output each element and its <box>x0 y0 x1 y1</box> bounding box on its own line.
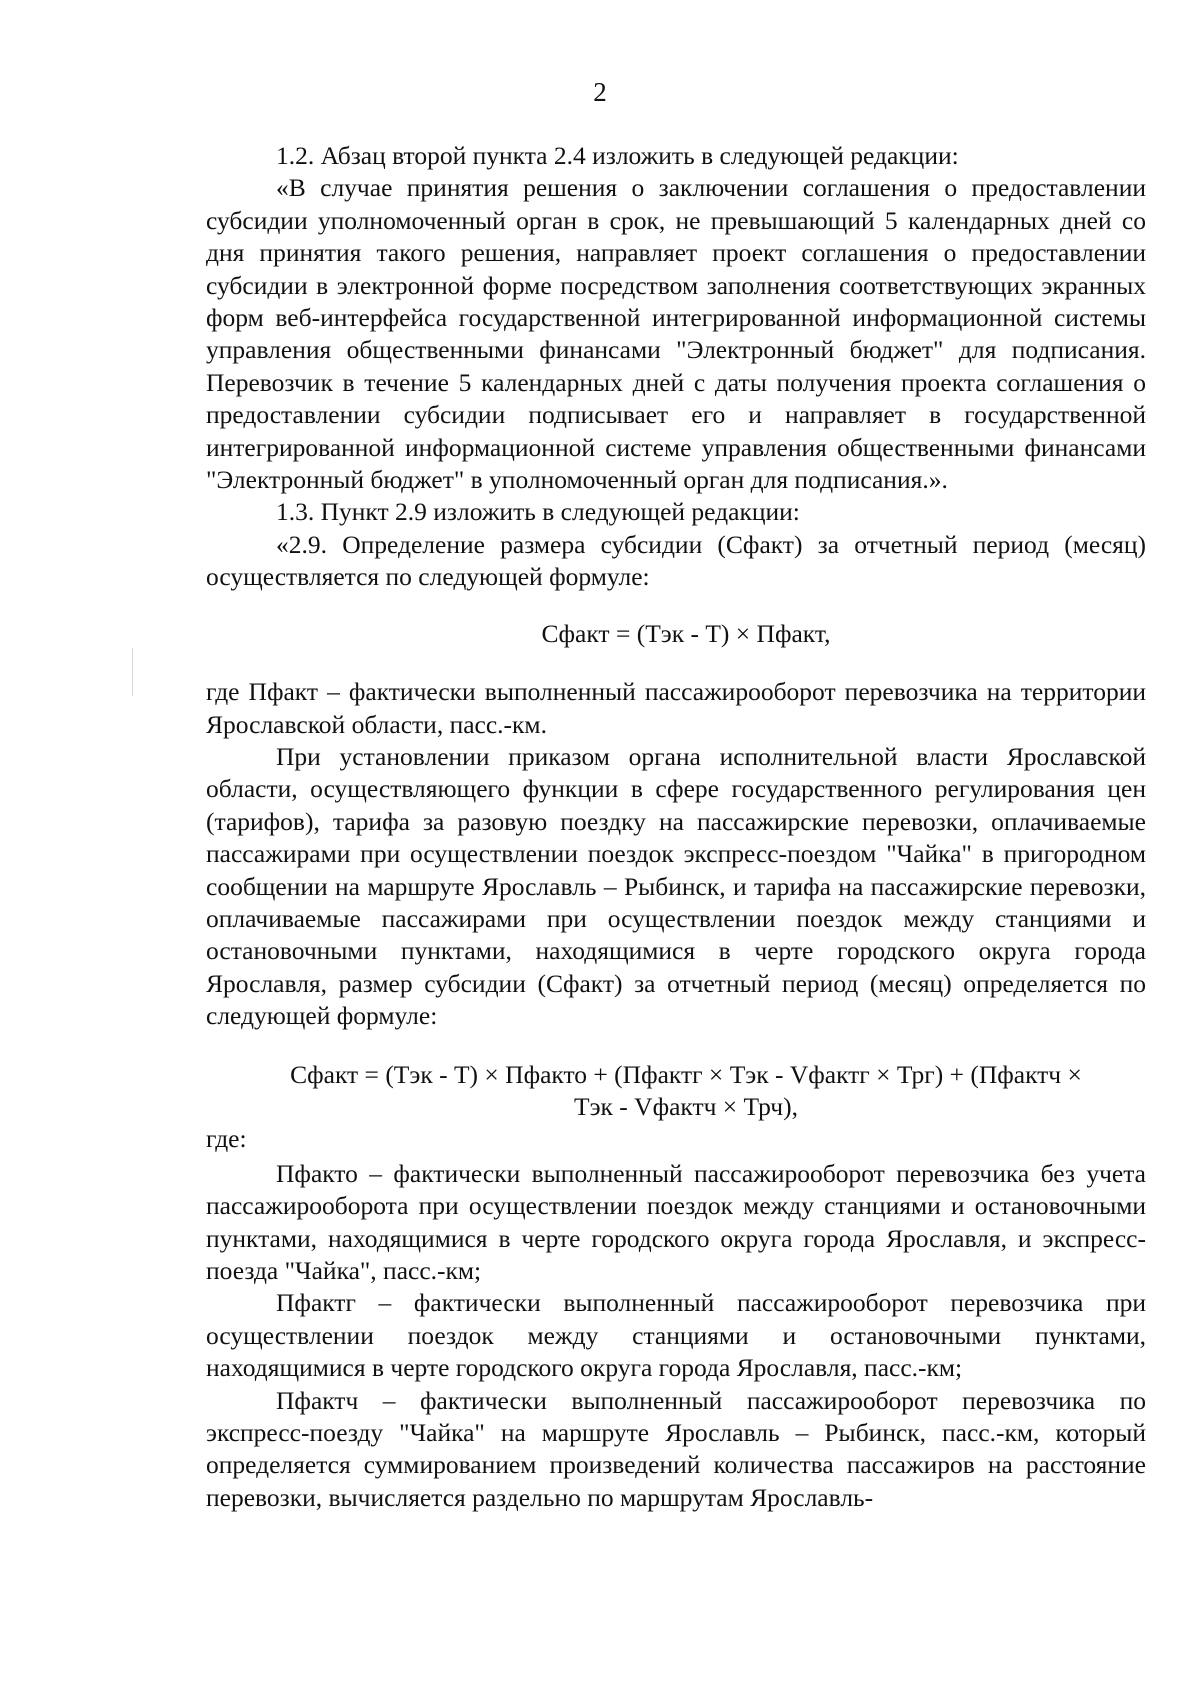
scan-margin-mark <box>132 648 133 696</box>
formula-extended-line-2: Тэк - Vфактч × Трч), <box>574 1091 798 1121</box>
paragraph-clause-2-4-text: «В случае принятия решения о заключении соглашения о предоставлении субсидии уполномоченный орган в срок, не превышающий 5 календарных дней со дня принятия такого решения, направляет проект соглашения о предоставлении субсидии в электронной форме посредством заполнения соответствующих экранных форм веб-интерфейса государственной интегрированной информационной системы управления общественными финансами "Электронный бюджет" для подписания. Перевозчик в течение 5 календарных дней с даты получения проекта соглашения о предоставлении субсидии подписывает его и направляет в государственной интегрированной информационной системе управления общественными финансами "Электронный бюджет" в уполномоченный орган для подписания.». <box>206 173 1146 495</box>
paragraph-amendment-1-3: 1.3. Пункт 2.9 изложить в следующей редакции: <box>276 497 800 527</box>
paragraph-where: где: <box>206 1124 247 1154</box>
paragraph-definition-pfaktg: Пфактг – фактически выполненный пассажирооборот перевозчика при осуществлении поездок между станциями и остановочными пунктами, находящимися в черте городского округа города Ярославля, пасс.-км; <box>206 1288 1146 1383</box>
paragraph-definition-pfakto: Пфакто – фактически выполненный пассажирооборот перевозчика без учета пассажирооборота при осуществлении поездок между станциями и остановочными пунктами, находящимися в черте городского округа города Ярославля, и экспресс-поезда "Чайка", пасс.-км; <box>206 1158 1146 1285</box>
paragraph-formula-1-definitions: где Пфакт – фактически выполненный пассажирооборот перевозчика на территории Ярославской области, пасс.-км. <box>206 677 1146 739</box>
formula-subsidy-extended <box>206 1059 1146 1124</box>
formula-subsidy-basic: Сфакт = (Тэк - Т) × Пфакт, <box>541 618 831 648</box>
paragraph-definition-pfaktch: Пфактч – фактически выполненный пассажирооборот перевозчика по экспресс-поезду "Чайка" на маршруте Ярославль – Рыбинск, пасс.-км, который определяется суммированием произведений количества пассажиров на расстояние перевозки, вычисляется раздельно по маршрутам Ярославль- <box>206 1385 1146 1512</box>
paragraph-clause-2-9-intro: «2.9. Определение размера субсидии (Сфакт) за отчетный период (месяц) осуществляется по следующей формуле: <box>206 529 1146 592</box>
formula-extended-line-1: Сфакт = (Тэк - Т) × Пфакто + (Пфактг × Тэк - Vфактг × Трг) + (Пфактч × <box>290 1059 1082 1089</box>
paragraph-amendment-1-2: 1.2. Абзац второй пункта 2.4 изложить в следующей редакции: <box>276 141 959 170</box>
document-body <box>206 140 1146 1514</box>
page-number: 2 <box>593 77 607 107</box>
paragraph-tariff-condition: При установлении приказом органа исполнительной власти Ярославской области, осуществляющего функции в сфере государственного регулирования цен (тарифов), тарифа за разовую поездку на пассажирские перевозки, оплачиваемые пассажирами при осуществлении поездок экспресс-поездом "Чайка" в пригородном сообщении на маршруте Ярославль – Рыбинск, и тарифа на пассажирские перевозки, оплачиваемые пассажирами при осуществлении поездок между станциями и остановочными пунктами, находящимися в черте городского округа города Ярославля, размер субсидии (Сфакт) за отчетный период (месяц) определяется по следующей формуле: <box>206 741 1146 1031</box>
